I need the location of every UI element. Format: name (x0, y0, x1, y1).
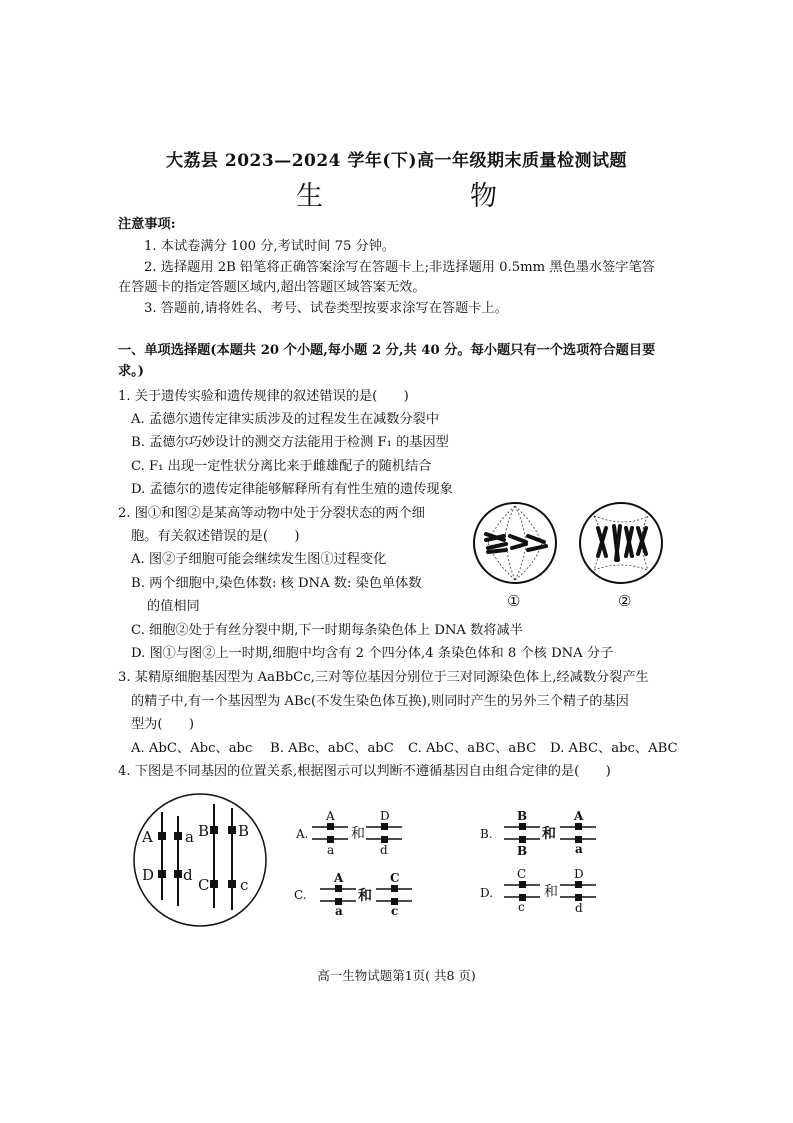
gene-label: B (238, 822, 250, 840)
and-label: 和 (351, 826, 365, 842)
option-a-label: A. (296, 827, 309, 841)
q4-stem: 4. 下图是不同基因的位置关系,根据图示可以判断不遵循基因自由组合定律的是( ) (118, 764, 611, 779)
gene-label: B (198, 822, 210, 840)
q2-stem-cont: 胞。有关叙述错误的是( ) (131, 529, 300, 544)
cell-1-label: ① (507, 592, 521, 610)
gene-label: c (391, 904, 399, 918)
q3-option-a: A. AbC、Abc、abc (131, 741, 253, 756)
q1-stem: 1. 关于遗传实验和遗传规律的叙述错误的是( ) (118, 389, 409, 404)
q3-option-c: C. AbC、aBC、aBC (408, 741, 537, 756)
gene-label: D (380, 809, 390, 823)
option-b-label: B. (480, 827, 493, 841)
note-item: 3. 答题前,请将姓名、考号、试卷类型按要求涂写在答题卡上。 (144, 301, 508, 316)
q2-option-d: D. 图①与图②上一时期,细胞中均含有 2 个四分体,4 条染色体和 8 个核 DNA 分子 (131, 646, 614, 661)
gene-label: C (198, 876, 210, 894)
note-item: 1. 本试卷满分 100 分,考试时间 75 分钟。 (144, 239, 396, 254)
gene-label: a (327, 843, 335, 857)
note-item: 在答题卡的指定答题区域内,超出答题区域答案无效。 (118, 280, 426, 295)
subject-title: 生 物 (296, 181, 557, 212)
cell-1-diagram (474, 503, 556, 583)
gene-label: A (334, 871, 344, 885)
gene-label: D (574, 867, 584, 881)
q2-option-a: A. 图②子细胞可能会继续发生图①过程变化 (131, 552, 387, 567)
q4-cell-diagram (128, 790, 278, 930)
gene-label: A (142, 828, 153, 846)
gene-label: c (518, 900, 525, 914)
and-label: 和 (542, 826, 556, 842)
section-heading-cont: 求。) (118, 364, 145, 379)
gene-label: a (185, 828, 194, 846)
q3-option-b: B. ABc、abC、abC (270, 741, 394, 756)
gene-label: C (390, 871, 400, 885)
note-item: 2. 选择题用 2B 铅笔将正确答案涂写在答题卡上;非选择题用 0.5mm 黑色墨水签字笔答 (144, 260, 655, 275)
q3-stem-cont2: 型为( ) (131, 717, 195, 732)
gene-label: d (183, 866, 193, 884)
gene-label: c (240, 876, 249, 894)
q1-option-c: C. F₁ 出现一定性状分离比来于雌雄配子的随机结合 (131, 459, 432, 474)
section-heading: 一、单项选择题(本题共 20 个小题,每小题 2 分,共 40 分。每小题只有一个选项符合题目要 (118, 343, 656, 358)
q1-option-a: A. 孟德尔遗传定律实质涉及的过程发生在减数分裂中 (131, 412, 440, 427)
gene-label: a (575, 842, 583, 856)
gene-label: A (574, 809, 584, 823)
q2-option-b-cont: 的值相同 (147, 599, 200, 614)
option-c-label: C. (294, 888, 307, 902)
and-label: 和 (358, 888, 372, 904)
gene-label: A (326, 809, 335, 823)
q1-option-b: B. 孟德尔巧妙设计的测交方法能用于检测 F₁ 的基因型 (131, 435, 449, 450)
gene-label: D (142, 866, 155, 884)
exam-title: 大荔县 2023—2024 学年(下)高一年级期末质量检测试题 (165, 151, 628, 171)
cell-2-label: ② (618, 592, 632, 610)
q4-option-diagrams (290, 805, 630, 920)
q3-option-d: D. ABC、abc、ABC (550, 741, 678, 756)
q2-cell-figure (466, 498, 666, 618)
page-footer: 高一生物试题第1页( 共8 页) (317, 968, 476, 983)
q3-stem-cont: 的精子中,有一个基因型为 ABc(不发生染色体互换),则同时产生的另外三个精子的基因 (131, 694, 629, 709)
option-d-label: D. (480, 886, 494, 900)
q2-option-b: B. 两个细胞中,染色体数: 核 DNA 数: 染色单体数 (131, 576, 422, 591)
cell-2-diagram (580, 503, 662, 583)
gene-label: d (380, 843, 388, 857)
gene-label: a (335, 904, 343, 918)
gene-label: C (517, 867, 527, 881)
q2-option-c: C. 细胞②处于有丝分裂中期,下一时期每条染色体上 DNA 数将减半 (131, 623, 523, 638)
gene-label: d (575, 901, 583, 915)
and-label: 和 (544, 884, 558, 900)
gene-label: B (517, 809, 528, 823)
q3-stem: 3. 某精原细胞基因型为 AaBbCc,三对等位基因分别位于三对同源染色体上,经减数分裂产生 (118, 670, 649, 685)
notes-heading: 注意事项: (118, 217, 176, 232)
gene-label: B (517, 844, 528, 858)
q1-option-d: D. 孟德尔的遗传定律能够解释所有有性生殖的遗传现象 (131, 482, 453, 497)
q2-stem: 2. 图①和图②是某高等动物中处于分裂状态的两个细 (118, 506, 425, 521)
